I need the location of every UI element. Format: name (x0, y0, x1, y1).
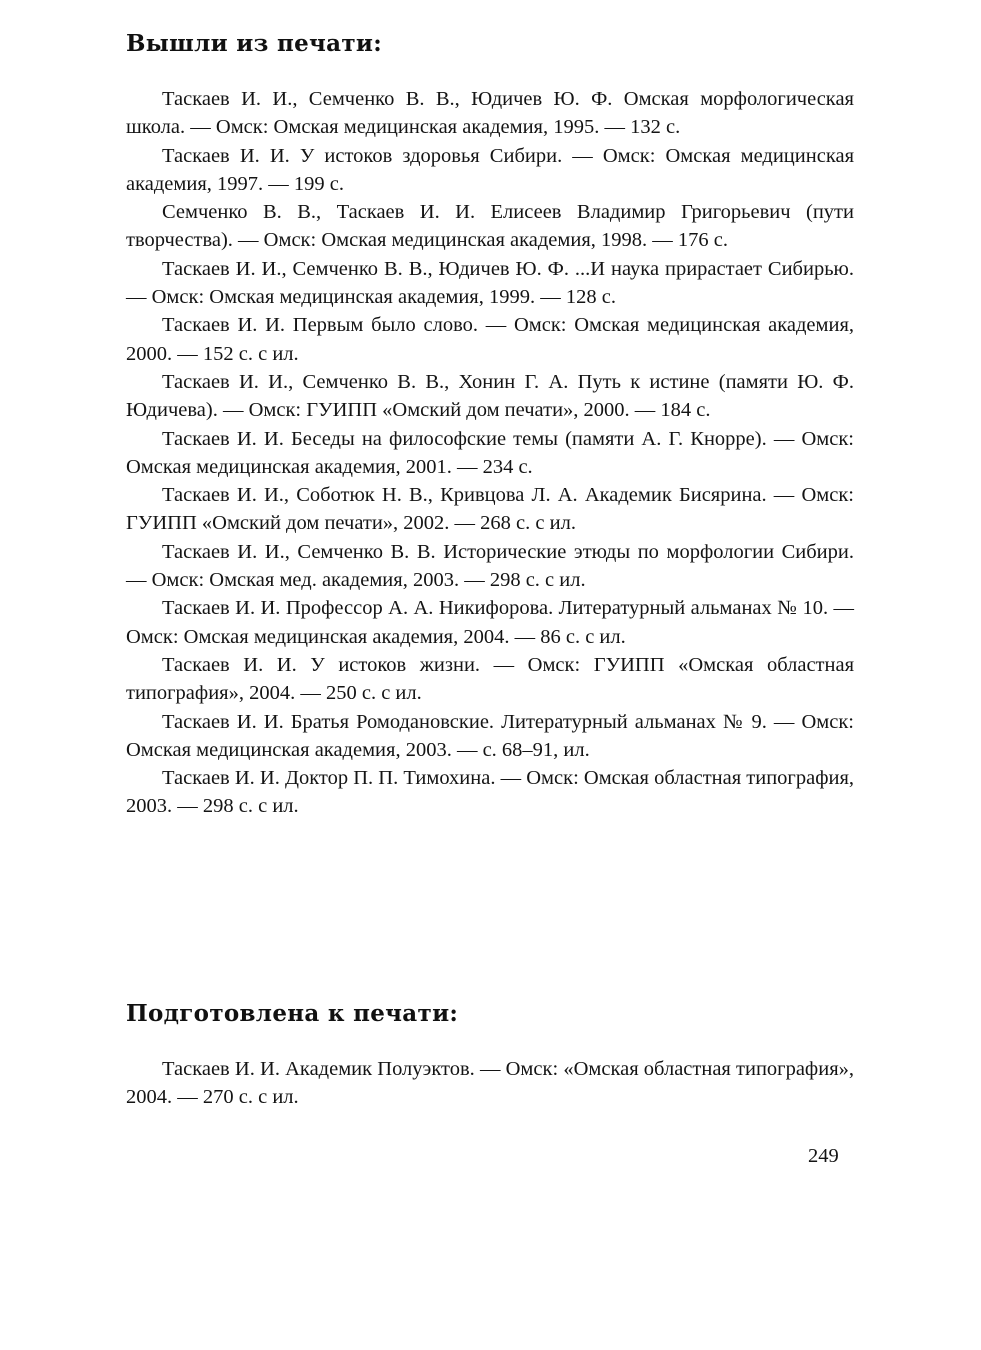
prepared-works-list (126, 1055, 854, 1112)
bibliography-entry: Таскаев И. И. У истоков здоровья Сибири. — Омск: Омская медицинская академия, 1997. — 199 с. (126, 144, 854, 195)
bibliography-entry: Таскаев И. И., Соботюк Н. В., Кривцова Л. А. Академик Бисярина. — Омск: ГУИПП «Омский дом печати», 2002. — 268 с. с ил. (126, 484, 854, 535)
bibliography-entry: Таскаев И. И., Семченко В. В., Юдичев Ю. Ф. Омская морфологическая школа. — Омск: Омская медицинская академия, 1995. — 132 с. (126, 88, 854, 139)
published-works-list (126, 85, 854, 821)
bibliography-entry: Таскаев И. И. Первым было слово. — Омск: Омская медицинская академия, 2000. — 152 с. с ил. (126, 314, 854, 365)
bibliography-entry: Таскаев И. И., Семченко В. В., Юдичев Ю. Ф. ...И наука прирастает Сибирью. — Омск: Омская медицинская академия, 1999. — 128 с. (126, 257, 854, 309)
section-heading-prepared: Подготовлена к печати: (126, 1000, 459, 1027)
bibliography-entry: Таскаев И. И. Академик Полуэктов. — Омск: «Омская областная типография», 2004. — 270 с. с ил. (126, 1058, 854, 1109)
bibliography-entry: Таскаев И. И., Семченко В. В., Хонин Г. А. Путь к истине (памяти Ю. Ф. Юдичева). — Омск: ГУИПП «Омский дом печати», 2000. — 184 с. (126, 370, 854, 422)
bibliography-entry: Таскаев И. И. Беседы на философские темы (памяти А. Г. Кнорре). — Омск: Омская медицинская академия, 2001. — 234 с. (126, 427, 854, 478)
bibliography-entry: Таскаев И. И., Семченко В. В. Исторические этюды по морфологии Сибири. — Омск: Омская мед. академия, 2003. — 298 с. с ил. (126, 540, 854, 592)
bibliography-entry: Семченко В. В., Таскаев И. И. Елисеев Владимир Григорьевич (пути творчества). — Омск: Омская медицинская академия, 1998. — 176 с. (126, 201, 854, 252)
bibliography-entry: Таскаев И. И. У истоков жизни. — Омск: ГУИПП «Омская областная типография», 2004. — 250 с. с ил. (126, 653, 854, 705)
bibliography-entry: Таскаев И. И. Братья Ромодановские. Литературный альманах № 9. — Омск: Омская медицинская академия, 2003. — с. 68–91, ил. (126, 710, 854, 761)
page-number: 249 (808, 1145, 839, 1167)
section-heading-published: Вышли из печати: (126, 30, 383, 57)
bibliography-entry: Таскаев И. И. Доктор П. П. Тимохина. — Омск: Омская областная типография, 2003. — 298 с. с ил. (126, 767, 854, 818)
bibliography-entry: Таскаев И. И. Профессор А. А. Никифорова. Литературный альманах № 10. — Омск: Омская медицинская академия, 2004. — 86 с. с ил. (126, 597, 854, 648)
